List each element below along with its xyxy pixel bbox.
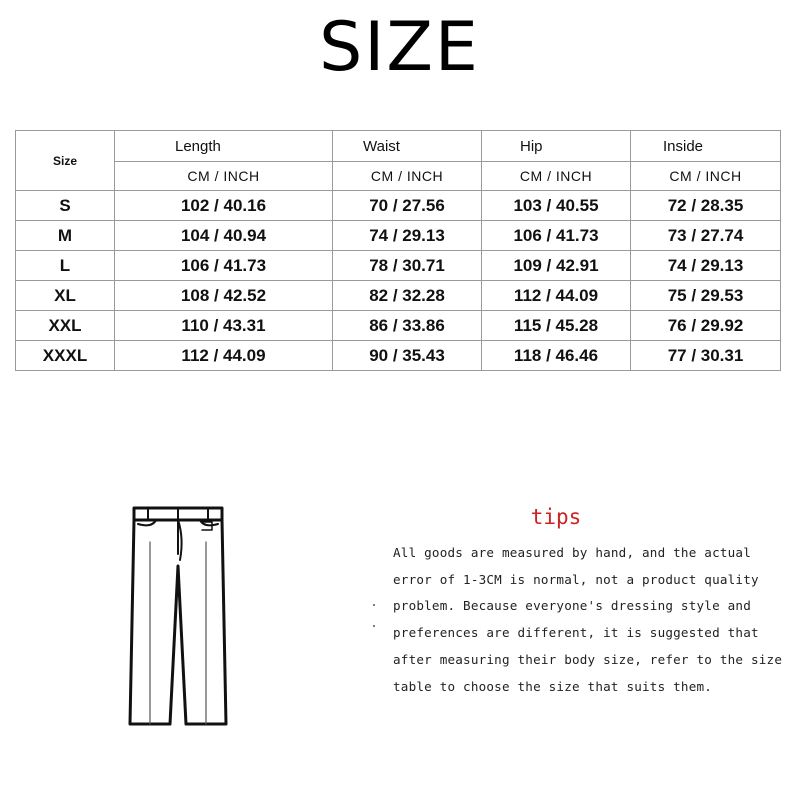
tips-text	[393, 540, 785, 700]
size-column-header: Size	[16, 131, 115, 191]
length-cell: 108 / 42.52	[115, 281, 333, 311]
tips-line: after measuring their body size, refer to the size	[393, 651, 783, 667]
size-cell: XXXL	[16, 341, 115, 371]
inside-cell: 75 / 29.53	[631, 281, 781, 311]
table-row	[16, 311, 781, 341]
tips-line: All goods are measured by hand, and the actual	[393, 545, 751, 560]
waist-cell: 90 / 35.43	[333, 341, 482, 371]
length-cell: 104 / 40.94	[115, 221, 333, 251]
hip-cell: 103 / 40.55	[482, 191, 631, 221]
waist-cell: 82 / 32.28	[333, 281, 482, 311]
stray-dot	[373, 604, 375, 606]
inside-cell: 77 / 30.31	[631, 341, 781, 371]
size-cell: S	[16, 191, 115, 221]
column-header-inside: Inside	[631, 131, 781, 162]
table-unit-row	[16, 162, 781, 191]
length-cell: 110 / 43.31	[115, 311, 333, 341]
tips-line: error of 1-3CM is normal, not a product quality	[393, 571, 759, 587]
waist-cell: 78 / 30.71	[333, 251, 482, 281]
table-row	[16, 281, 781, 311]
size-cell: XXL	[16, 311, 115, 341]
column-header-waist: Waist	[333, 131, 482, 162]
table-row	[16, 251, 781, 281]
hip-cell: 118 / 46.46	[482, 341, 631, 371]
hip-cell: 112 / 44.09	[482, 281, 631, 311]
column-header-hip: Hip	[482, 131, 631, 162]
unit-label: CM / INCH	[115, 162, 333, 191]
stray-dot	[373, 625, 375, 627]
inside-cell: 76 / 29.92	[631, 311, 781, 341]
tips-line: table to choose the size that suits them.	[393, 678, 713, 694]
waist-cell: 70 / 27.56	[333, 191, 482, 221]
size-cell: L	[16, 251, 115, 281]
tips-line: preferences are different, it is suggested that	[393, 625, 759, 641]
tips-heading: tips	[530, 505, 582, 529]
length-cell: 106 / 41.73	[115, 251, 333, 281]
unit-label: CM / INCH	[631, 162, 781, 191]
table-row	[16, 191, 781, 221]
table-header-row	[16, 131, 781, 162]
waist-cell: 86 / 33.86	[333, 311, 482, 341]
tips-line: problem. Because everyone's dressing style and	[393, 598, 751, 614]
table-row	[16, 221, 781, 251]
size-chart-table	[15, 130, 781, 371]
waist-cell: 74 / 29.13	[333, 221, 482, 251]
size-cell: M	[16, 221, 115, 251]
hip-cell: 115 / 45.28	[482, 311, 631, 341]
hip-cell: 109 / 42.91	[482, 251, 631, 281]
length-cell: 102 / 40.16	[115, 191, 333, 221]
unit-label: CM / INCH	[333, 162, 482, 191]
column-header-length: Length	[115, 131, 333, 162]
page-title: SIZE	[319, 8, 480, 87]
size-cell: XL	[16, 281, 115, 311]
unit-label: CM / INCH	[482, 162, 631, 191]
hip-cell: 106 / 41.73	[482, 221, 631, 251]
table-row	[16, 341, 781, 371]
inside-cell: 73 / 27.74	[631, 221, 781, 251]
inside-cell: 74 / 29.13	[631, 251, 781, 281]
inside-cell: 72 / 28.35	[631, 191, 781, 221]
length-cell: 112 / 44.09	[115, 341, 333, 371]
pants-icon	[126, 502, 230, 730]
